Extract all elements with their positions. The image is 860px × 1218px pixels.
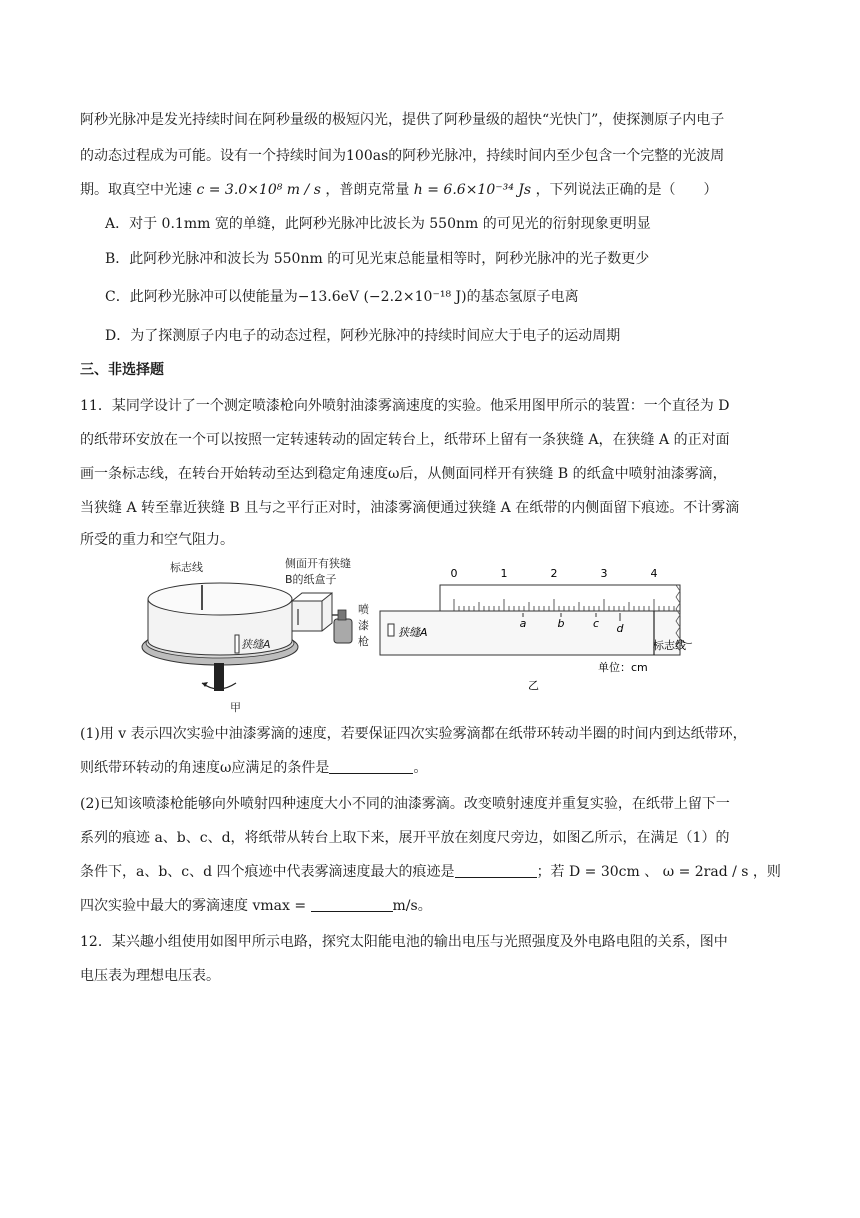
q10-stem-line-2: 的动态过程成为可能。设有一个持续时间为100as的阿秒光脉冲，持续时间内至少包含一个完整的光波周 bbox=[80, 148, 725, 164]
mark-d: d bbox=[616, 622, 624, 635]
ruler-tick-1: 1 bbox=[500, 567, 508, 580]
q11-line-2: 的纸带环安放在一个可以按照一定转速转动的固定转台上，纸带环上留有一条狭缝 A，在狭缝 A 的正对面 bbox=[80, 432, 730, 448]
q12-line-2: 电压表为理想电压表。 bbox=[80, 968, 220, 984]
option-b: B．此阿秒光脉冲和波长为 550nm 的可见光束总能量相等时，阿秒光脉冲的光子数更少 bbox=[105, 251, 650, 267]
spray-gun bbox=[334, 619, 352, 643]
mark-line-right-label: 标志线 bbox=[653, 639, 686, 652]
q11-part2-line-2: 系列的痕迹 a、b、c、d，将纸带从转台上取下来，展开平放在刻度尺旁边，如图乙所示，在满足（1）的 bbox=[80, 830, 730, 846]
ruler-tick-4: 4 bbox=[650, 567, 658, 580]
option-d: D．为了探测原子内电子的动态过程，阿秒光脉冲的持续时间应大于电子的运动周期 bbox=[105, 328, 621, 344]
ruler-tick-3: 3 bbox=[600, 567, 608, 580]
caption-yi: 乙 bbox=[528, 679, 539, 692]
section-heading: 三、非选择题 bbox=[80, 362, 164, 378]
option-c-text: C．此阿秒光脉冲可以使能量为 bbox=[105, 289, 298, 305]
q11-part2-condition: ；若 D = 30cm 、 ω = 2rad / s ，则 bbox=[536, 864, 781, 880]
box-label-2: B的纸盒子 bbox=[285, 573, 337, 586]
q10-stem-text-2: ，普朗克常量 bbox=[325, 182, 410, 198]
slit-a-label: 狭缝A bbox=[241, 638, 271, 651]
q11-part1-line-1: (1)用 v 表示四次实验中油漆雾滴的速度，若要保证四次实验雾滴都在纸带环转动半圈的时间内到达纸带环， bbox=[80, 726, 747, 742]
hydrogen-ground-energy: −13.6eV (−2.2×10⁻¹⁸ J) bbox=[297, 289, 467, 305]
q11-line-1: 11．某同学设计了一个测定喷漆枪向外喷射油漆雾滴速度的实验。他采用图甲所示的装置：一个直径为 D bbox=[80, 398, 730, 414]
gun-label-1: 喷 bbox=[358, 603, 369, 616]
q11-part2-text: 条件下，a、b、c、d 四个痕迹中代表雾滴速度最大的痕迹是 bbox=[80, 864, 455, 880]
answer-blank-1[interactable] bbox=[329, 759, 413, 774]
axle bbox=[214, 663, 224, 691]
q11-line-5: 所受的重力和空气阻力。 bbox=[80, 532, 234, 548]
q11-part1-text: 则纸带环转动的角速度ω应满足的条件是 bbox=[80, 760, 330, 776]
q11-line-3: 画一条标志线，在转台开始转动至达到稳定角速度ω后，从侧面同样开有狭缝 B 的纸盒中喷射油漆雾滴， bbox=[80, 466, 727, 482]
caption-jia: 甲 bbox=[230, 701, 241, 714]
answer-blank-3[interactable] bbox=[311, 897, 393, 912]
mark-line-label: 标志线 bbox=[170, 561, 203, 574]
experiment-figure bbox=[140, 555, 700, 715]
q10-stem-line-3 bbox=[80, 180, 780, 200]
slit-a bbox=[235, 635, 239, 653]
ruler-tick-0: 0 bbox=[450, 567, 458, 580]
mark-c: c bbox=[592, 617, 600, 630]
q10-stem-question: ，下列说法正确的是（ ） bbox=[535, 182, 718, 198]
mark-a: a bbox=[519, 617, 527, 630]
planck-constant: h = 6.6×10⁻³⁴ Js bbox=[413, 182, 532, 198]
q11-part2-line-3 bbox=[80, 862, 780, 882]
unit-label: 单位：cm bbox=[598, 661, 648, 674]
q11-part2-line-4 bbox=[80, 896, 780, 916]
option-c bbox=[105, 287, 785, 307]
q11-part1-end: 。 bbox=[413, 760, 428, 776]
option-a: A．对于 0.1mm 宽的单缝，此阿秒光脉冲比波长为 550nm 的可见光的衍射现象更明显 bbox=[105, 216, 651, 232]
q11-line-4: 当狭缝 A 转至靠近狭缝 B 且与之平行正对时，油漆雾滴便通过狭缝 A 在纸带的内侧面留下痕迹。不计雾滴 bbox=[80, 500, 740, 516]
q11-part2-unit: m/s。 bbox=[392, 898, 432, 914]
q11-part2-line-1: (2)已知该喷漆枪能够向外喷射四种速度大小不同的油漆雾滴。改变喷射速度并重复实验，在纸带上留下一 bbox=[80, 796, 730, 812]
mark-b: b bbox=[557, 617, 565, 630]
q12-line-1: 12．某兴趣小组使用如图甲所示电路，探究太阳能电池的输出电压与光照强度及外电路电阻的关系，图中 bbox=[80, 934, 728, 950]
answer-blank-2[interactable] bbox=[455, 863, 537, 878]
q10-stem-line-1: 阿秒光脉冲是发光持续时间在阿秒量级的极短闪光，提供了阿秒量级的超快“光快门”，使探测原子内电子 bbox=[80, 112, 725, 128]
paper-ring-top bbox=[148, 583, 292, 615]
gun-label-3: 枪 bbox=[358, 635, 369, 648]
speed-of-light: c = 3.0×10⁸ m / s bbox=[196, 182, 321, 198]
ruler-tick-2: 2 bbox=[550, 567, 558, 580]
gun-label-2: 漆 bbox=[358, 619, 369, 632]
strip-slit-label: 狭缝A bbox=[398, 626, 428, 639]
option-c-text-2: 的基态氢原子电离 bbox=[466, 289, 579, 305]
q11-part2-vmax-text: 四次实验中最大的雾滴速度 vmax = bbox=[80, 898, 307, 914]
q10-stem-text: 期。取真空中光速 bbox=[80, 182, 192, 198]
box-label-1: 侧面开有狭缝 bbox=[285, 557, 351, 570]
q11-part1-line-2 bbox=[80, 758, 780, 778]
strip-slit bbox=[388, 624, 394, 636]
